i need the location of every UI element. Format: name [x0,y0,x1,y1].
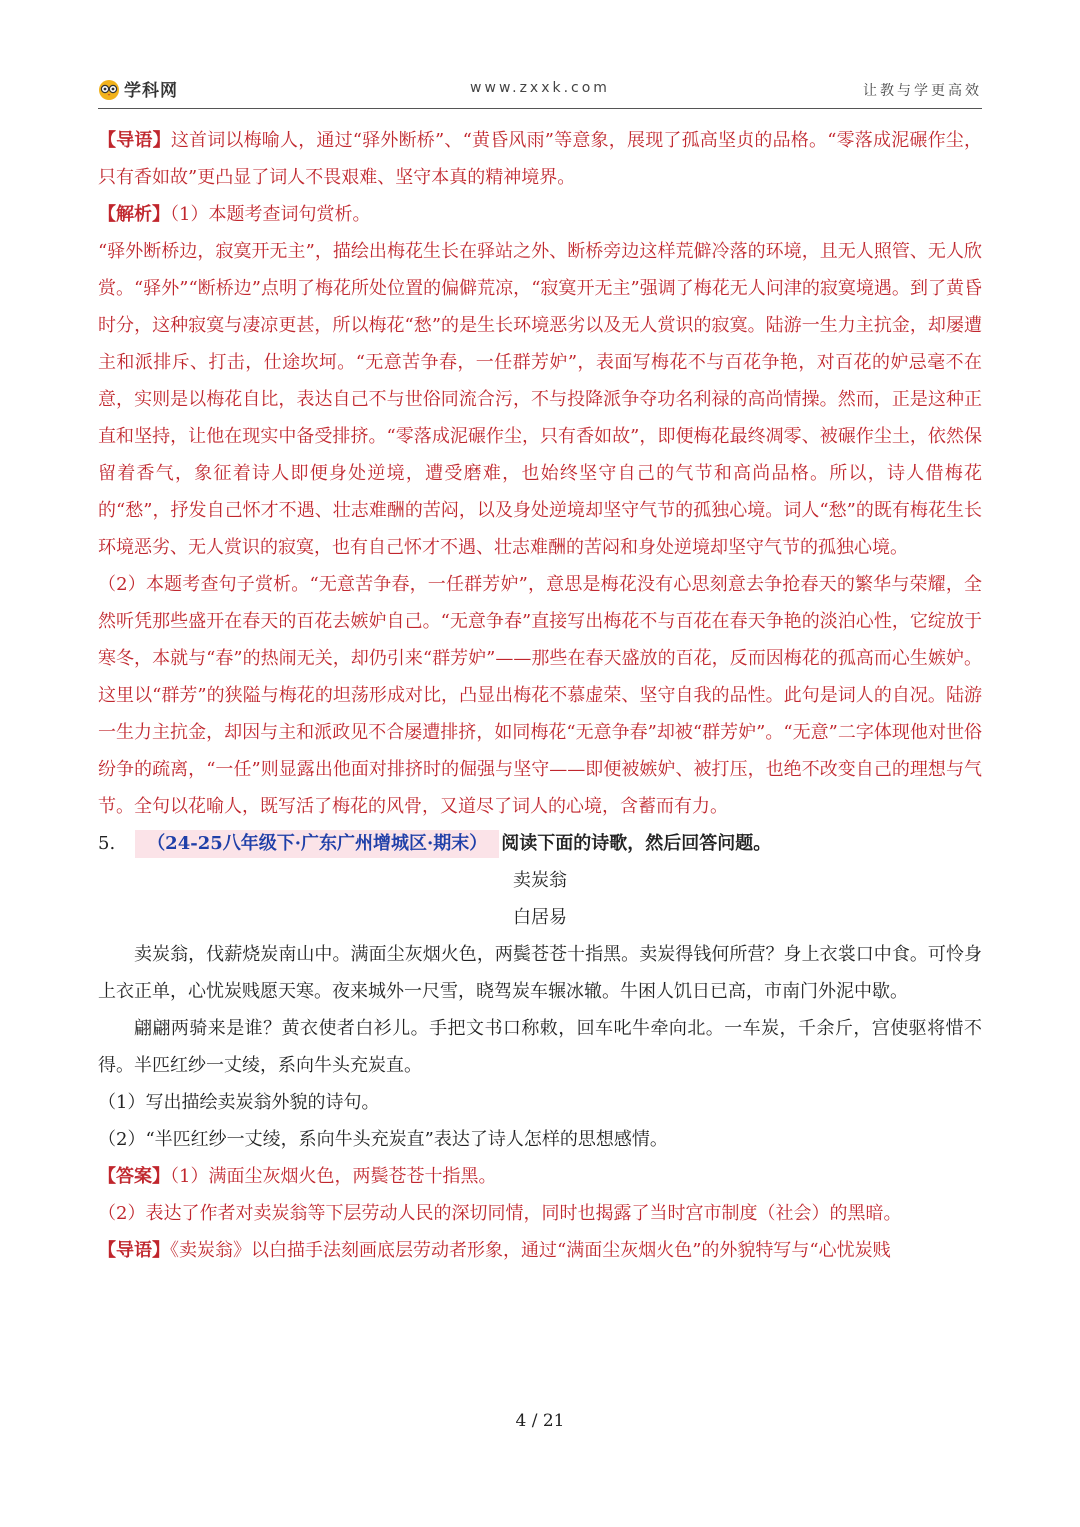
logo-text: 学科网 [124,81,178,101]
daoyu-2-paragraph [98,1232,982,1269]
header-slogan: 让教与学更高效 [863,83,982,99]
sub-question-2: （2）“半匹红纱一丈绫，系向牛头充炭直”表达了诗人怎样的思想感情。 [98,1129,668,1150]
page-header [98,70,982,109]
poem-stanza-1: 卖炭翁，伐薪烧炭南山中。满面尘灰烟火色，两鬓苍苍十指黑。卖炭得钱何所营？身上衣裳口中食。可怜身上衣正单，心忧炭贱愿天寒。夜来城外一尺雪，晓驾炭车辗冰辙。牛困人饥日已高，市南门外泥中歇。 [98,944,982,1002]
poem-author: 白居易 [513,907,567,928]
daoyu-tag: 【导语】 [98,130,171,151]
poem-stanza-2: 翩翩两骑来是谁？黄衣使者白衫儿。手把文书口称敕，回车叱牛牵向北。一车炭，千余斤，宫使驱将惜不得。半匹红纱一丈绫，系向牛头充炭直。 [98,1018,982,1076]
sub-question-1: （1）写出描绘卖炭翁外貌的诗句。 [98,1092,380,1113]
answer-1: （1）满面尘灰烟火色，两鬓苍苍十指黑。 [170,1166,497,1187]
page-content [98,122,982,1269]
answer-tag: 【答案】 [98,1166,170,1187]
jiexi-heading [98,196,982,233]
site-url[interactable]: www.zxxk.com [470,80,610,96]
poem-title: 卖炭翁 [513,870,567,891]
daoyu-paragraph [98,122,982,196]
daoyu-text: 这首词以梅喻人，通过“驿外断桥”、“黄昏风雨”等意象，展现了孤高坚贞的品格。“零落成泥碾作尘，只有香如故”更凸显了词人不畏艰难、坚守本真的精神境界。 [98,130,983,188]
answer-paragraph-1 [98,1158,982,1195]
question-prompt: 阅读下面的诗歌，然后回答问题。 [501,833,772,854]
question-number: 5. [98,833,116,854]
question-5-header [98,825,982,862]
jiexi-lead: （1）本题考查词句赏析。 [170,204,371,225]
jiexi-part2: （2）本题考查句子赏析。“无意苦争春，一任群芳妒”，意思是梅花没有心思刻意去争抢春天的繁华与荣耀，全然听凭那些盛开在春天的百花去嫉妒自己。“无意争春”直接写出梅花不与百花在春天争艳的淡泊心性，它绽放于寒冬，本就与“春”的热闹无关，却仍引来“群芳妒”——那些在春天盛放的百花，反而因梅花的孤高而心生嫉妒。这里以“群芳”的狭隘与梅花的坦荡形成对比，凸显出梅花不慕虚荣、坚守自我的品性。此句是词人的自况。陆游一生力主抗金，却因与主和派政见不合屡遭排挤，如同梅花“无意争春”却被“群芳妒”。“无意”二字体现他对世俗纷争的疏离，“一任”则显露出他面对排挤时的倔强与坚守——即便被嫉妒、被打压，也绝不改变自己的理想与气节。全句以花喻人，既写活了梅花的风骨，又道尽了词人的心境，含蓄而有力。 [98,574,982,817]
daoyu-2-text: 《卖炭翁》以白描手法刻画底层劳动者形象，通过“满面尘灰烟火色”的外貌特写与“心忧炭贱 [170,1240,891,1261]
jiexi-tag: 【解析】 [98,204,170,225]
page-number: 4 / 21 [515,1411,565,1431]
daoyu-2-tag: 【导语】 [98,1240,170,1261]
question-source-badge: （24-25八年级下·广东广州增城区·期末） [135,830,499,858]
answer-2: （2）表达了作者对卖炭翁等下层劳动人民的深切同情，同时也揭露了当时宫市制度（社会）的黑暗。 [98,1203,902,1224]
jiexi-part1: “驿外断桥边，寂寞开无主”，描绘出梅花生长在驿站之外、断桥旁边这样荒僻冷落的环境，且无人照管、无人欣赏。“驿外”“断桥边”点明了梅花所处位置的偏僻荒凉，“寂寞开无主”强调了梅花无人问津的寂寞境遇。到了黄昏时分，这种寂寞与凄凉更甚，所以梅花“愁”的是生长环境恶劣以及无人赏识的寂寞。陆游一生力主抗金，却屡遭主和派排斥、打击，仕途坎坷。“无意苦争春，一任群芳妒”，表面写梅花不与百花争艳，对百花的妒忌毫不在意，实则是以梅花自比，表达自己不与世俗同流合污，不与投降派争夺功名利禄的高尚情操。然而，正是这种正直和坚持，让他在现实中备受排挤。“零落成泥碾作尘，只有香如故”，即便梅花最终凋零、被碾作尘土，依然保留着香气，象征着诗人即便身处逆境，遭受磨难，也始终坚守自己的气节和高尚品格。所以，诗人借梅花的“愁”，抒发自己怀才不遇、壮志难酬的苦闷，以及身处逆境却坚守气节的孤独心境。词人“愁”的既有梅花生长环境恶劣、无人赏识的寂寞，也有自己怀才不遇、壮志难酬的苦闷和身处逆境却坚守气节的孤独心境。 [98,241,982,558]
